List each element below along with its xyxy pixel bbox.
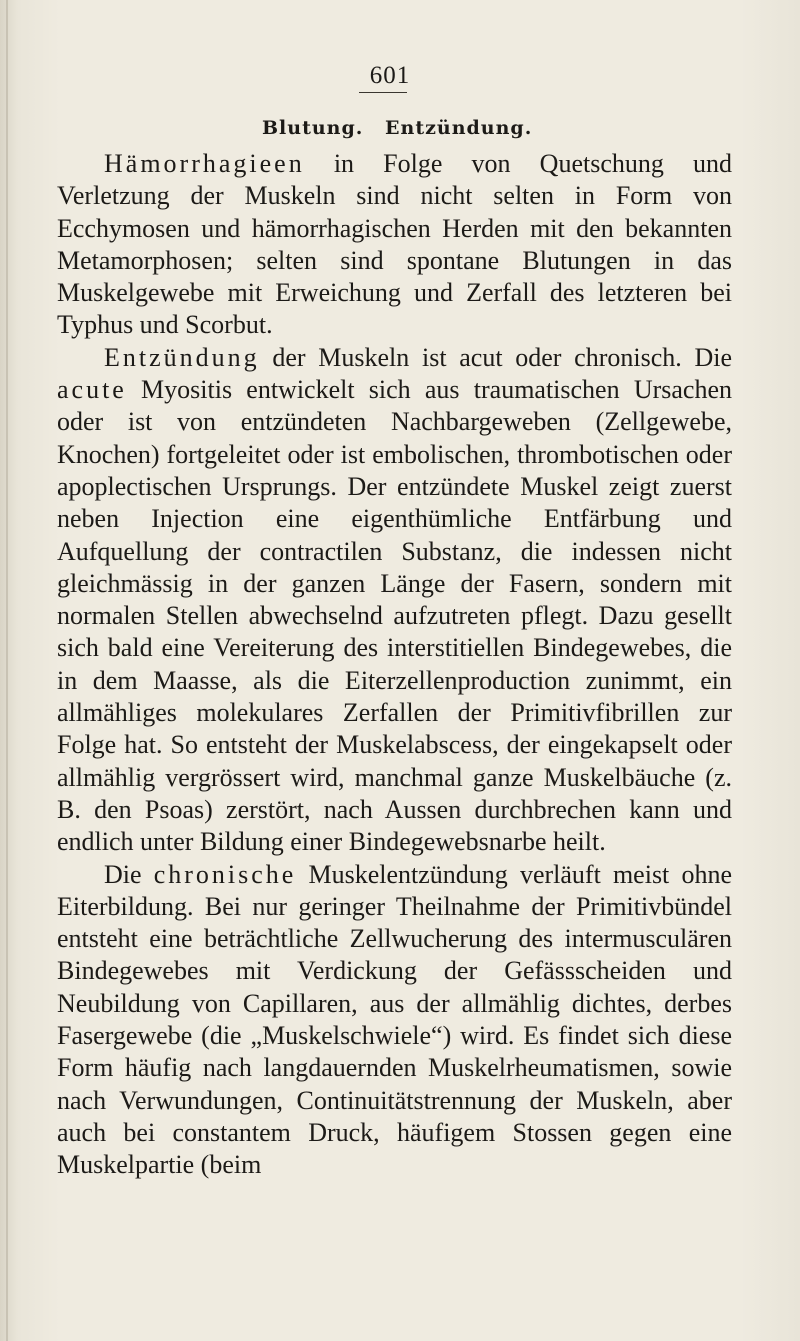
page-gutter (6, 0, 8, 1341)
term-acute: acute (57, 375, 127, 405)
paragraph-text: Muskelentzündung verläuft meist ohne Eiterbildung. Bei nur geringer Theilnahme der Primitivbündel entsteht eine beträchtliche Zellwucherung des intermusculären Bindegewebes mit Verdickung der Gefässscheiden und Neubildung von Capillaren, aus der allmählig dichtes, derbes Fasergewebe (die „Muskelschwiele“) wird. Es findet sich diese Form häufig nach langdauernden Muskelrheumatismen, sowie nach Verwundungen, Continuitätstrennung der Muskeln, aber auch bei constantem Druck, häufigem Stossen gegen eine Muskelpartie (beim (57, 859, 732, 1180)
paragraph-text: in Folge von Quetschung und Verletzung der Muskeln sind nicht selten in Form von Ecchymosen und hämorrhagischen Herden mit den bekannten Metamorphosen; selten sind spontane Blutungen in das Muskelgewebe mit Erweichung und Zerfall des letzteren bei Typhus und Scorbut. (57, 149, 732, 340)
page-number: 601 (369, 62, 411, 89)
page-number-underline (359, 92, 407, 93)
heading-entzuendung: Entzündung. (385, 117, 533, 139)
body-text (57, 148, 732, 1182)
paragraph-entzuendung (57, 342, 732, 859)
paragraph-text: Myositis entwickelt sich aus traumatischen Ursachen oder ist von entzündeten Nachbargeweben (Zellgewebe, Knochen) fortgeleitet oder ist embolischen, thrombotischen oder apoplectischen Ursprungs. Der entzündete Muskel zeigt zuerst neben Injection eine eigenthümliche Entfärbung und Aufquellung der contractilen Substanz, die indessen nicht gleichmässig in der ganzen Länge der Fasern, sondern mit normalen Stellen abwechselnd aufzutreten pflegt. Dazu gesellt sich bald eine Vereiterung des interstitiellen Bindegewebes, die in dem Maasse, als die Eiterzellenproduction zunimmt, ein allmähliges molekulares Zerfallen der Primitivfibrillen zur Folge hat. So entsteht der Muskelabscess, der eingekapselt oder allmählig vergrössert wird, manchmal ganze Muskelbäuche (z. B. den Psoas) zerstört, nach Aussen durchbrechen kann und endlich unter Bildung einer Bindegewebsnarbe heilt. (57, 375, 732, 857)
term-entzuendung: Entzündung (104, 342, 260, 372)
paragraph-haemorrhagieen (57, 148, 732, 342)
term-chronische: chronische (153, 859, 297, 889)
paragraph-text: Die (104, 859, 154, 889)
section-heading (262, 117, 546, 139)
paragraph-chronische (57, 859, 732, 1182)
term-haemorrhagieen: Hämorrhagieen (104, 149, 305, 178)
paragraph-text: der Muskeln ist acut oder chronisch. Die (259, 342, 732, 372)
heading-blutung: Blutung. (262, 117, 364, 139)
